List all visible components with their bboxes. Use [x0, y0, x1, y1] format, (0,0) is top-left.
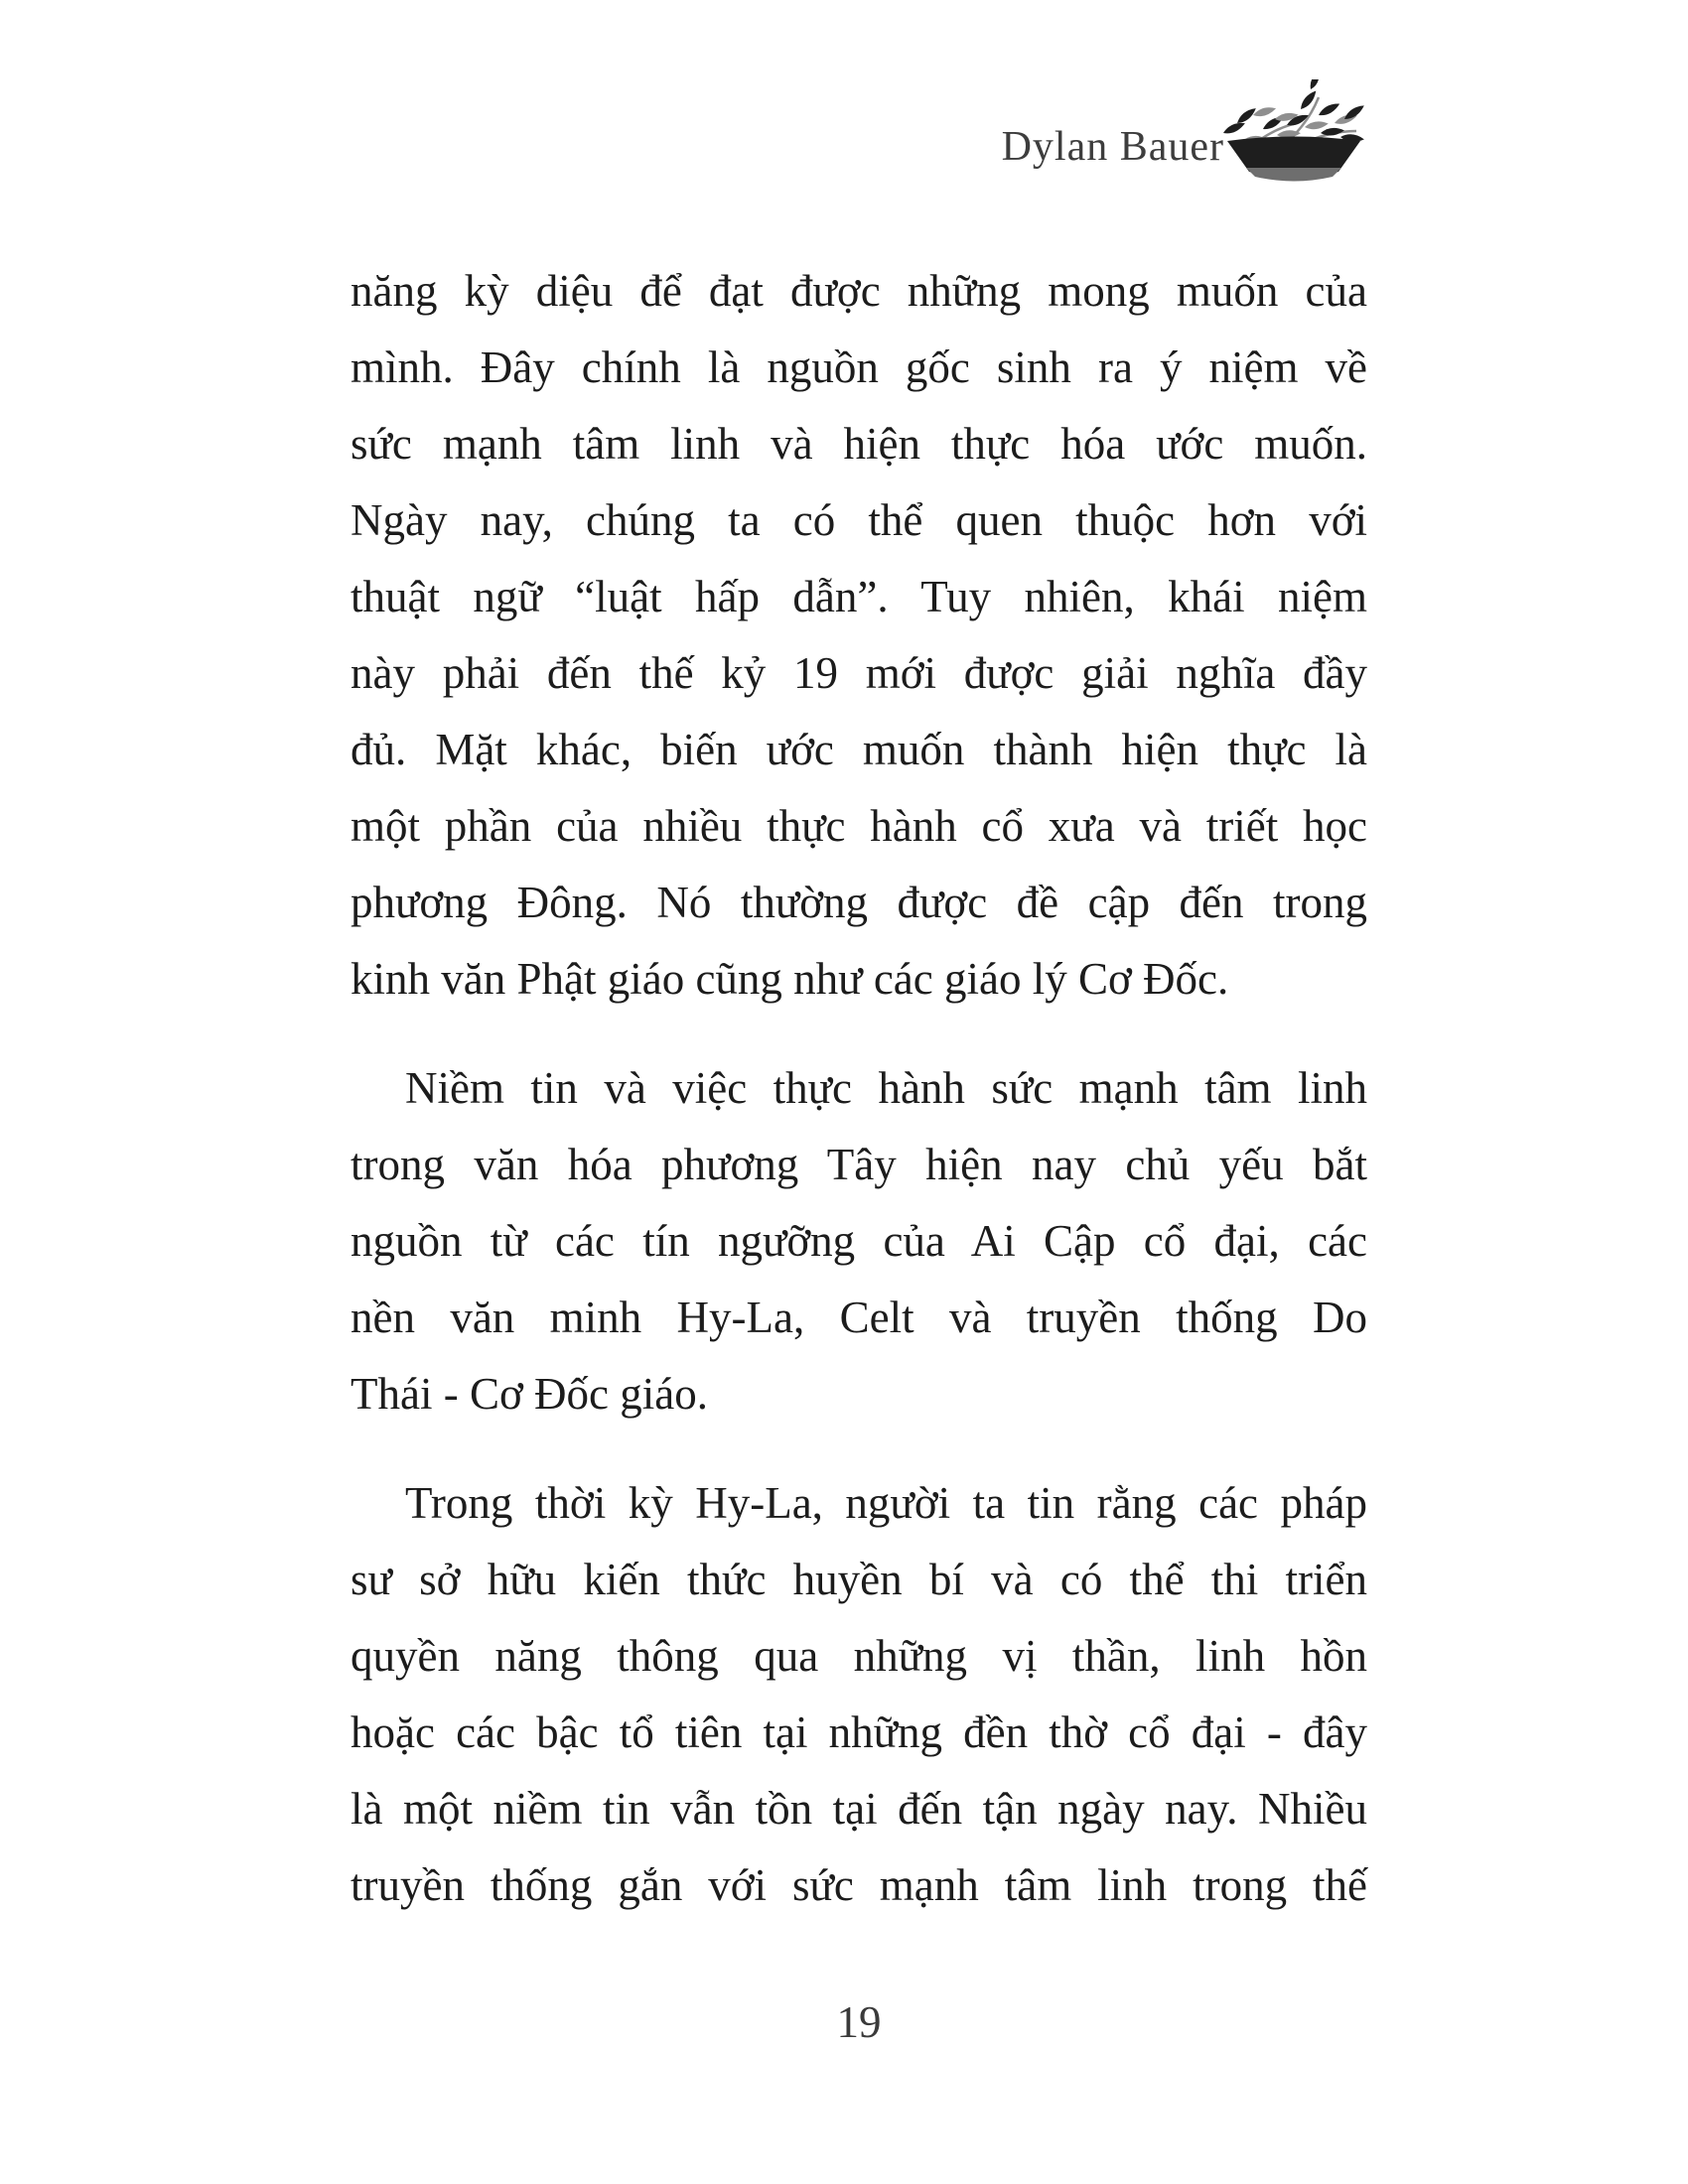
- paragraph: [351, 253, 1367, 1018]
- text-line: kinh văn Phật giáo cũng như các giáo lý Cơ Đốc.: [351, 954, 1229, 1004]
- text-line: sức mạnh tâm linh và hiện thực hóa ước muốn.: [351, 419, 1367, 469]
- text-line: Thái - Cơ Đốc giáo.: [351, 1369, 708, 1419]
- text-line: quyền năng thông qua những vị thần, linh hồn: [351, 1631, 1367, 1681]
- text-line: đủ. Mặt khác, biến ước muốn thành hiện thực là: [351, 725, 1367, 774]
- text-line: này phải đến thế kỷ 19 mới được giải nghĩa đầy: [351, 648, 1367, 698]
- body-text: [351, 253, 1367, 1924]
- paragraph: [351, 1050, 1367, 1433]
- text-line: là một niềm tin vẫn tồn tại đến tận ngày nay. Nhiều: [351, 1784, 1367, 1834]
- text-line: sư sở hữu kiến thức huyền bí và có thể thi triển: [351, 1555, 1367, 1604]
- text-line: năng kỳ diệu để đạt được những mong muốn của: [351, 266, 1367, 316]
- bowl-of-leaves-icon: [1219, 79, 1368, 187]
- leaves: [1221, 79, 1366, 145]
- text-line: truyền thống gắn với sức mạnh tâm linh trong thế: [351, 1860, 1367, 1910]
- paragraph: [351, 1465, 1367, 1924]
- text-line: Trong thời kỳ Hy-La, người ta tin rằng các pháp: [405, 1478, 1367, 1528]
- bowl: [1227, 137, 1360, 182]
- text-line: trong văn hóa phương Tây hiện nay chủ yếu bắt: [351, 1140, 1367, 1189]
- text-line: phương Đông. Nó thường được đề cập đến trong: [351, 878, 1367, 927]
- text-line: Niềm tin và việc thực hành sức mạnh tâm linh: [405, 1063, 1367, 1113]
- text-line: mình. Đây chính là nguồn gốc sinh ra ý niệm về: [351, 342, 1367, 392]
- text-line: thuật ngữ “luật hấp dẫn”. Tuy nhiên, khái niệm: [351, 572, 1367, 621]
- text-line: một phần của nhiều thực hành cổ xưa và triết học: [351, 801, 1367, 851]
- text-line: nền văn minh Hy-La, Celt và truyền thống Do: [351, 1293, 1367, 1342]
- text-line: nguồn từ các tín ngưỡng của Ai Cập cổ đại, các: [351, 1216, 1367, 1266]
- running-head-author: Dylan Bauer: [1001, 124, 1224, 170]
- page-number: 19: [836, 1997, 882, 2047]
- text-line: Ngày nay, chúng ta có thể quen thuộc hơn với: [351, 495, 1367, 545]
- text-line: hoặc các bậc tổ tiên tại những đền thờ cổ đại - đây: [351, 1707, 1367, 1757]
